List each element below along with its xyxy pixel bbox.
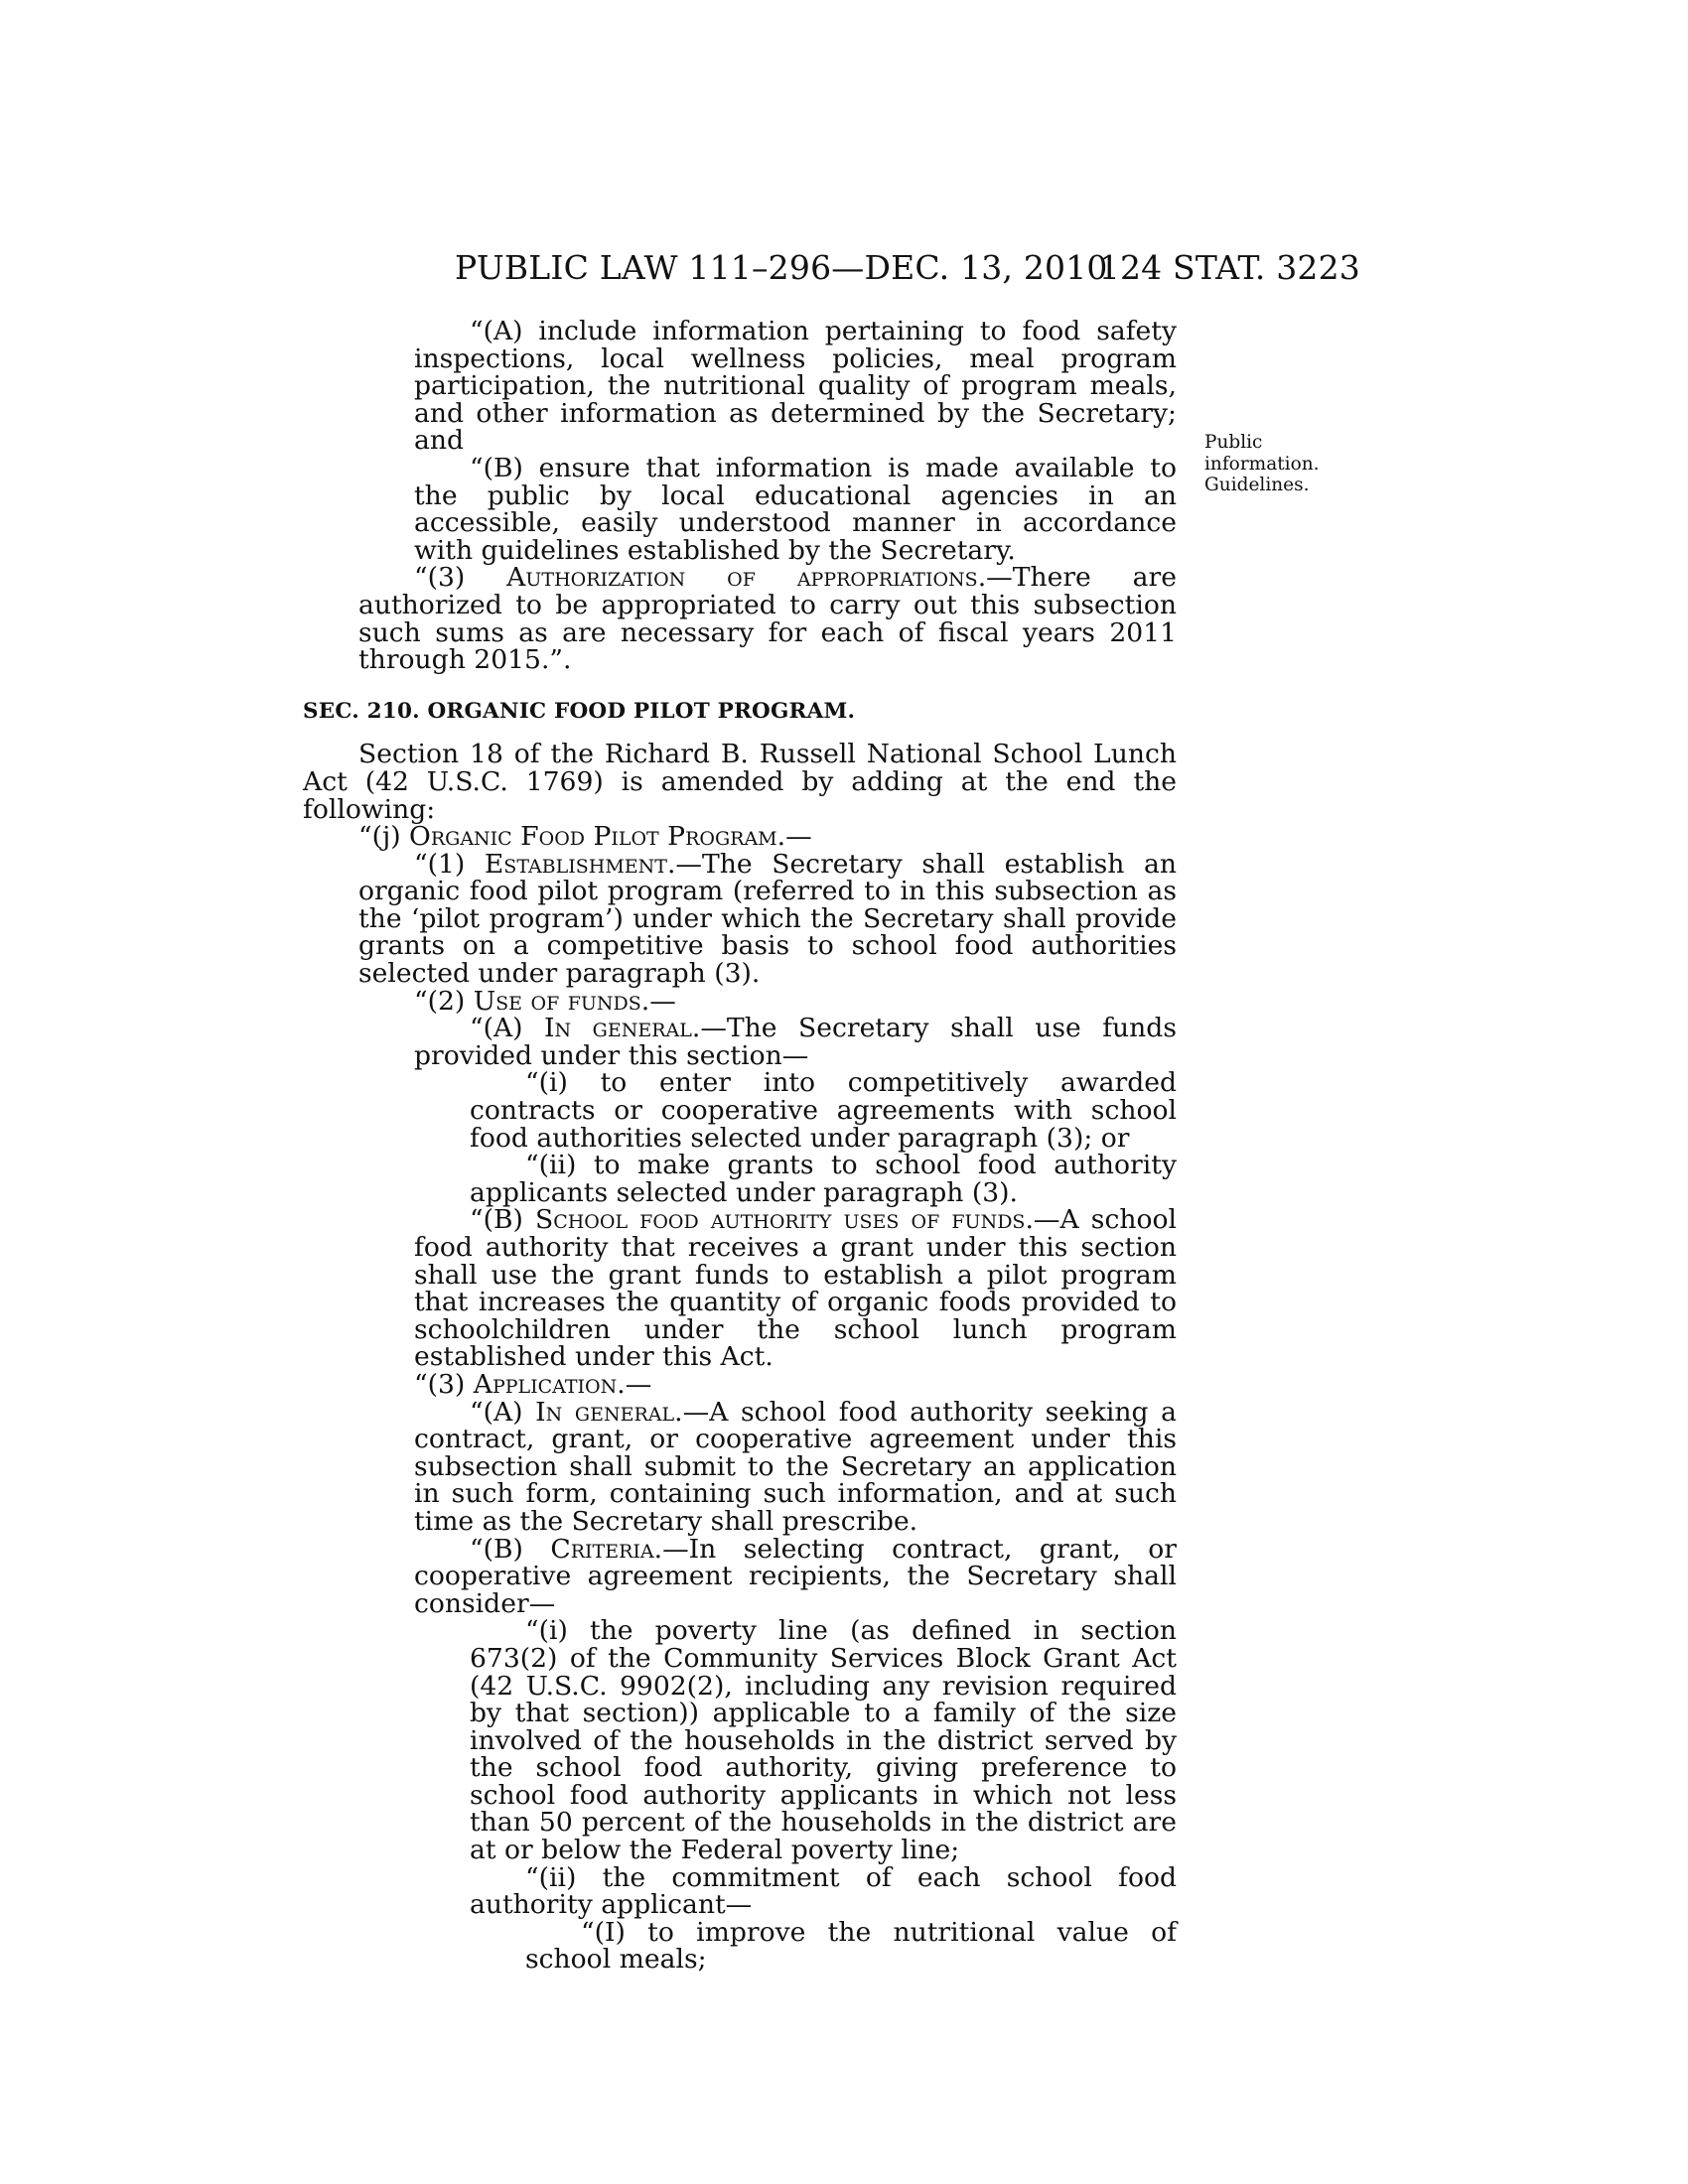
item-text: “(i) to enter into competitively awarded contracts or cooperative agreements with school food authorities selected under paragraph (3); or xyxy=(470,1067,1177,1154)
clause-text: .—In selecting contract, grant, or cooperative agreement recipients, the Secretary shall consider— xyxy=(414,1533,1177,1619)
intro-text: Section 18 of the Richard B. Russell National School Lunch Act (42 U.S.C. 1769) is amended by adding at the end the following: xyxy=(303,739,1177,825)
subsection-j xyxy=(303,823,1177,851)
clause-a xyxy=(414,318,1177,455)
margin-note xyxy=(1204,432,1353,496)
item-use-i xyxy=(470,1069,1177,1152)
paragraph-text: .—There are authorized to be appropriated to carry out this subsection such sums as are necessary for each of fiscal years 2011 through 2015.”. xyxy=(358,562,1177,676)
item-criteria-i xyxy=(470,1615,1177,1866)
subsection-dash: .— xyxy=(776,821,812,853)
clause-number: “(B) xyxy=(470,1204,535,1236)
clause-number: “(A) xyxy=(470,1396,536,1428)
document-body xyxy=(303,318,1177,1974)
paragraph-number: “(1) xyxy=(414,848,485,880)
item-criteria-ii xyxy=(470,1861,1177,1921)
paragraph-application xyxy=(358,1368,1177,1400)
clause-application-b xyxy=(414,1533,1177,1619)
paragraph-dash: .— xyxy=(617,1368,652,1400)
clause-text: .—A school food authority seeking a contract, grant, or cooperative agreement under this subsection shall submit to the Secretary an application in such form, containing such information, and at such time as the Secretary shall prescribe. xyxy=(414,1396,1177,1537)
paragraph-number: “(3) xyxy=(414,1368,474,1400)
clause-text: .—A school food authority that receives a grant under this section shall use the grant funds to establish a pilot program that increases the quantity of organic foods provided to schoolchildren under the school lunch program established under this Act. xyxy=(414,1204,1177,1373)
clause-text: .—The Secretary shall use funds provided under this section— xyxy=(414,1013,1177,1071)
section-heading: SEC. 210. ORGANIC FOOD PILOT PROGRAM. xyxy=(303,698,856,724)
section-intro xyxy=(303,741,1177,823)
clause-heading: In general xyxy=(544,1013,692,1044)
subitem-criteria-I xyxy=(525,1916,1177,1976)
margin-note-line: Public xyxy=(1204,432,1263,453)
clause-b xyxy=(414,452,1177,566)
page-number: 124 STAT. 3223 xyxy=(1098,248,1360,287)
clause-number: “(A) xyxy=(470,1013,545,1044)
paragraph-heading: Establishment xyxy=(484,848,667,880)
clause-use-b xyxy=(414,1206,1177,1371)
paragraph-3 xyxy=(358,562,1177,676)
margin-note-line: Guidelines. xyxy=(1204,475,1310,495)
clause-heading: School food authority uses of funds xyxy=(534,1204,1026,1236)
item-text: “(i) the poverty line (as defined in section 673(2) of the Community Services Block Grant Act (42 U.S.C. 9902(2), including any revision required by that section)) applicable to a family of the size involved of the households in the district served by the school food authority, giving preference to school food authority applicants in which not less than 50 percent of the households in the district are at or below the Federal poverty line; xyxy=(470,1615,1177,1866)
running-header-title: PUBLIC LAW 111–296—DEC. 13, 2010 xyxy=(455,248,1108,287)
subsection-heading: Organic Food Pilot Program xyxy=(409,821,777,853)
item-text: “(ii) to make grants to school food authority applicants selected under paragraph (3). xyxy=(470,1150,1177,1208)
paragraph-text: .—The Secretary shall establish an organic food pilot program (referred to in this subsection as the ‘pilot program’) under which the Secretary shall provide grants on a competitive basis to school food authorities selected under paragraph (3). xyxy=(358,848,1177,990)
clause-text: “(B) ensure that information is made available to the public by local educational agencies in an accessible, easily understood manner in accordance with guidelines established by the Secretary. xyxy=(414,452,1177,566)
clause-application-a xyxy=(414,1396,1177,1537)
item-text: “(ii) the commitment of each school food authority applicant— xyxy=(470,1861,1177,1921)
subsection-number: “(j) xyxy=(358,821,410,853)
paragraph-establishment xyxy=(358,848,1177,990)
paragraph-number: “(2) xyxy=(414,985,474,1017)
paragraph-use-of-funds xyxy=(358,985,1177,1017)
margin-note-line: information. xyxy=(1204,453,1320,475)
paragraph-heading: Application xyxy=(473,1368,618,1400)
item-use-ii xyxy=(470,1152,1177,1206)
paragraph-number: “(3) xyxy=(414,562,507,594)
paragraph-dash: .— xyxy=(640,985,676,1017)
paragraph-heading: Authorization of appropriations xyxy=(506,562,978,594)
clause-heading: In general xyxy=(535,1396,675,1428)
subitem-text: “(I) to improve the nutritional value of school meals; xyxy=(525,1916,1177,1976)
clause-number: “(B) xyxy=(470,1533,551,1565)
clause-heading: Criteria xyxy=(550,1533,654,1565)
clause-text: “(A) include information pertaining to food safety inspections, local wellness policies, meal program participation, the nutritional quality of program meals, and other information as determined by the Secretary; and xyxy=(414,316,1177,457)
paragraph-heading: Use of funds xyxy=(473,985,641,1017)
clause-use-a xyxy=(414,1015,1177,1069)
